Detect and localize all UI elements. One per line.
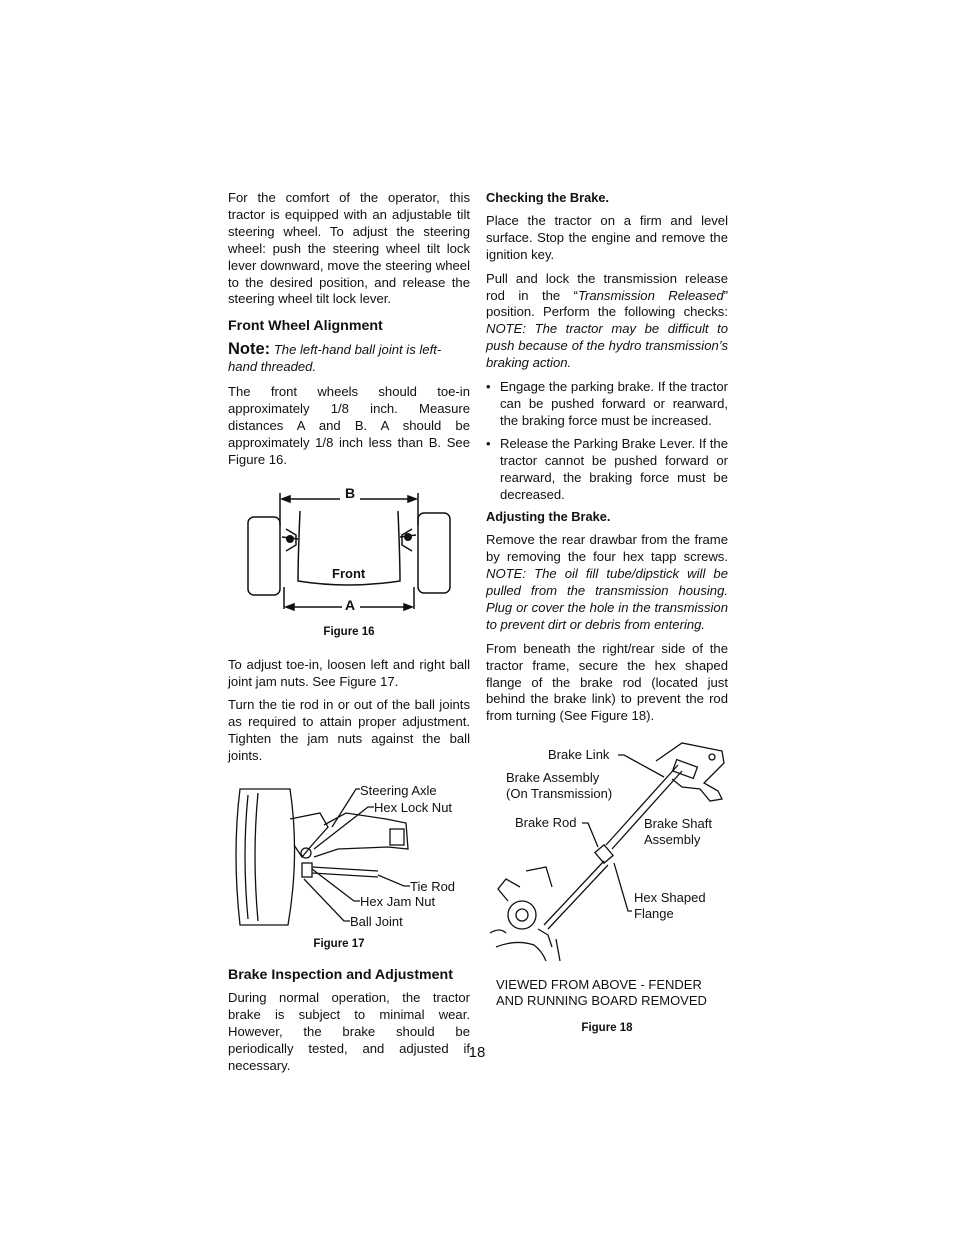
figure-16-label-front: Front <box>332 565 366 581</box>
brake-inspection-paragraph: During normal operation, the tractor brake is subject to minimal wear. However, the brake should be periodically tested, and adjusted if necessary. <box>228 989 470 1073</box>
figure-18-viewed-note-1: VIEWED FROM ABOVE - FENDER <box>496 977 702 993</box>
figure-18-label-brake-assembly-2: (On Transmission) <box>506 786 613 802</box>
brake-inspection-heading: Brake Inspection and Adjustment <box>228 967 453 984</box>
checking-brake-heading: Checking the Brake. <box>486 190 610 205</box>
figure-17-label-ball-joint: Ball Joint <box>350 914 403 930</box>
figure-18-viewed-note-2: AND RUNNING BOARD REMOVED <box>496 993 707 1009</box>
note-label: Note: <box>228 340 271 359</box>
figure-17-caption: Figure 17 <box>313 938 365 951</box>
adjusting-p1-text: Remove the rear drawbar from the frame by removing the four hex tapp screws. <box>486 532 728 565</box>
figure-17-label-tie-rod: Tie Rod <box>410 879 456 895</box>
figure-17-label-steering-axle: Steering Axle <box>360 783 437 799</box>
figure-16-diagram <box>228 489 470 639</box>
figure-18-label-brake-shaft-1: Brake Shaft <box>644 816 712 832</box>
figure-18-label-brake-link: Brake Link <box>548 747 610 763</box>
check-list-item: • Engage the parking brake. If the tractor can be pushed forward or rearward, the braking force must be increased. <box>486 379 728 430</box>
figure-18-caption: Figure 18 <box>581 1022 633 1035</box>
checking-paragraph-2 <box>486 271 728 372</box>
note-paragraph <box>228 341 470 376</box>
figure-17-label-hex-lock-nut: Hex Lock Nut <box>374 800 453 816</box>
adjusting-paragraph-1 <box>486 532 728 633</box>
left-column <box>228 190 470 1081</box>
figure-18 <box>486 739 728 1049</box>
figure-18-label-hex-flange-2: Flange <box>634 906 674 922</box>
figure-18-label-brake-rod: Brake Rod <box>515 815 577 831</box>
page-number: 18 <box>468 1044 486 1061</box>
figure-18-label-brake-assembly-1: Brake Assembly <box>506 770 600 786</box>
checking-p2-italic: Transmission Released <box>577 287 724 303</box>
figure-16-caption: Figure 16 <box>323 625 375 638</box>
checking-p2-end: ” position. Perform the following checks: <box>486 287 728 320</box>
intro-paragraph: For the comfort of the operator, this tractor is equipped with an adjustable tilt steering wheel. To adjust the steering wheel: push the steering wheel tilt lock lever downward, move the steering wheel to the desired position, and release the steering wheel tilt lock lever. <box>228 190 470 307</box>
note-text: The left-hand ball joint is left-hand threaded. <box>228 342 442 375</box>
turn-tie-rod-paragraph: Turn the tie rod in or out of the ball joints as required to attain proper adjustment. Tighten the jam nuts against the ball joints. <box>228 697 470 764</box>
adjusting-paragraph-2: From beneath the right/rear side of the tractor frame, secure the hex shaped flange of the brake rod (located just behind the brake link) to prevent the rod from turning (See Figure 18). <box>486 640 728 724</box>
figure-16-label-b: B <box>345 484 356 501</box>
toe-in-paragraph: The front wheels should toe-in approximately 1/8 inch. Measure distances A and B. A should be approximately 1/8 inch less than B. See Figure 16. <box>228 384 470 467</box>
adjusting-note: NOTE: The oil fill tube/dipstick will be pulled from the transmission housing. Plug or cover the hole in the transmission to prevent dirt or debris from entering. <box>486 566 728 632</box>
right-column <box>486 190 728 1049</box>
figure-17 <box>228 783 470 967</box>
check-list-item: • Release the Parking Brake Lever. If the tractor cannot be pushed forward or rearward, the braking force must be decreased. <box>486 436 728 504</box>
checking-p2-start: Pull and lock the transmission release rod in the “ <box>486 270 728 303</box>
check-list <box>486 379 728 503</box>
adjust-toe-in-paragraph: To adjust toe-in, loosen left and right ball joint jam nuts. See Figure 17. <box>228 656 470 689</box>
figure-16-label-a: A <box>345 596 356 613</box>
figure-16 <box>228 484 470 657</box>
adjusting-brake-heading: Adjusting the Brake. <box>486 509 611 525</box>
checking-paragraph-1: Place the tractor on a firm and level surface. Stop the engine and remove the ignition key. <box>486 212 728 262</box>
figure-17-label-hex-jam-nut: Hex Jam Nut <box>360 894 436 910</box>
figure-18-label-brake-shaft-2: Assembly <box>644 832 701 848</box>
checking-note: NOTE: The tractor may be difficult to push because of the hydro transmission’s braking action. <box>486 321 728 371</box>
front-wheel-alignment-heading: Front Wheel Alignment <box>228 318 383 335</box>
figure-18-label-hex-flange-1: Hex Shaped <box>634 890 706 906</box>
